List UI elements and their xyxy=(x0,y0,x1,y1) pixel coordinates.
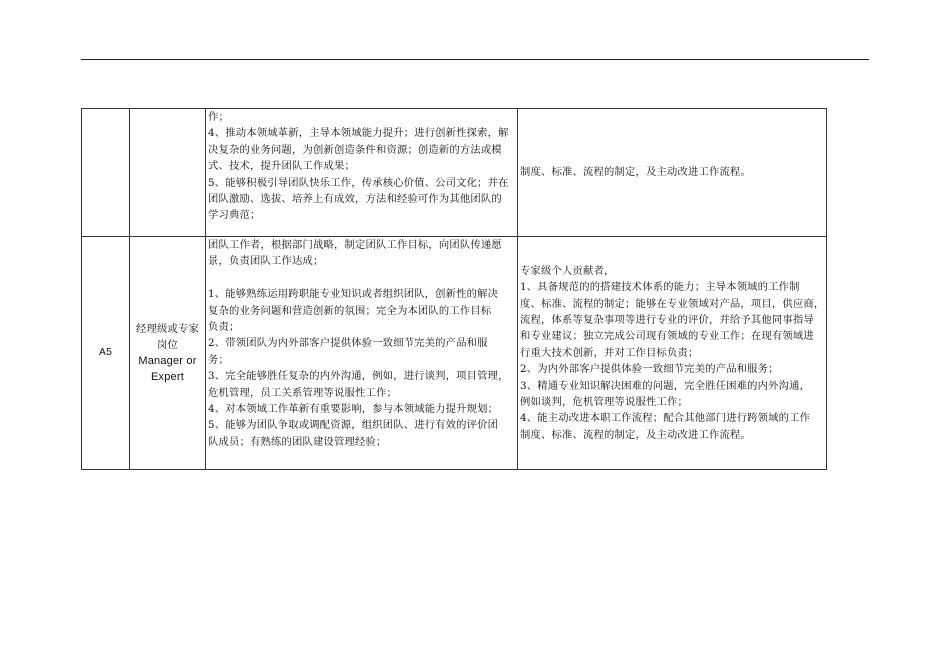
title-en-line: Expert xyxy=(151,371,184,384)
text-line: 流程，体系等复杂事项等进行专业的评价，并给予其他同事指导 xyxy=(520,313,814,326)
text-line: 例如谈判，危机管理等说服性工作； xyxy=(520,396,688,409)
text-line: 2、带领团队为内外部客户提供体验一致细节完美的产品和服 xyxy=(208,337,488,350)
title-en-line: Manager or xyxy=(138,355,197,368)
title-zh-line: 经理级或专家 xyxy=(136,322,199,335)
text-line: 3、完全能够胜任复杂的内外沟通，例如，进行谈判，项目管理， xyxy=(208,370,509,383)
table-row xyxy=(82,109,827,237)
text-line: 专家级个人贡献者， xyxy=(520,264,615,277)
individual-contributor-cell xyxy=(518,237,827,470)
text-line: 2、为内外部客户提供体验一致细节完美的产品和服务； xyxy=(520,363,779,376)
text-line: 和专业建议；独立完成公司现有领域的专业工作；在现有领域进 xyxy=(520,330,814,343)
text-line: 4、对本领域工作革新有重要影响，参与本领域能力提升规划； xyxy=(208,403,499,416)
text-line: 队成员；有熟练的团队建设管理经验； xyxy=(208,435,387,448)
text-line: 5、能够积极引导团队快乐工作，传承核心价值、公司文化；并在 xyxy=(208,176,509,189)
text-line: 决复杂的业务问题，为创新创造条件和资源；创造新的方法或模 xyxy=(208,143,502,156)
blank-line xyxy=(208,270,517,286)
text-line: 4、推动本领域革新，主导本领域能力提升；进行创新性探索，解 xyxy=(208,127,509,140)
title-zh-line: 岗位 xyxy=(157,339,178,351)
individual-contributor-cell xyxy=(518,109,827,237)
job-level-table xyxy=(81,108,827,470)
table-row xyxy=(82,237,827,470)
text-line: 5、能够为团队争取或调配资源，组织团队、进行有效的评价团 xyxy=(208,419,499,432)
text-line: 学习典范； xyxy=(208,209,261,222)
text-line: 团队激励、选拔、培养上有成效，方法和经验可作为其他团队的 xyxy=(208,193,502,206)
requirement-cell xyxy=(206,237,518,470)
text-line: 4、能主动改进本职工作流程；配合其他部门进行跨领域的工作 xyxy=(520,412,811,425)
text-line: 作； xyxy=(208,111,229,123)
text-line: 1、能够熟练运用跨职能专业知识或者组织团队，创新性的解决 xyxy=(208,288,499,301)
title-cell xyxy=(130,109,206,237)
text-line: 式、技术，提升团队工作成果； xyxy=(208,160,355,173)
title-cell xyxy=(130,237,206,470)
requirement-cell xyxy=(206,109,518,237)
text-line: 制度、标准、流程的制定，及主动改进工作流程。 xyxy=(520,428,751,441)
level-label: A5 xyxy=(99,346,112,358)
text-line: 危机管理，员工关系管理等说服性工作； xyxy=(208,386,397,399)
text-line: 务； xyxy=(208,353,229,366)
text-line: 景，负责团队工作达成； xyxy=(208,255,324,268)
text-line: 度、标准、流程的制定；能够在专业领域对产品，项目，供应商， xyxy=(520,297,825,310)
text-line: 行重大技术创新，并对工作目标负责； xyxy=(520,346,699,359)
text-line: 1、具备规范的的搭建技术体系的能力；主导本领域的工作制 xyxy=(520,281,800,294)
level-cell xyxy=(82,109,130,237)
text-line: 复杂的业务问题和营造创新的氛围；完全为本团队的工作目标 xyxy=(208,304,492,317)
text-line: 3、精通专业知识解决困难的问题，完全胜任困难的内外沟通， xyxy=(520,379,811,392)
text-line: 负责； xyxy=(208,321,240,334)
text-line: 团队工作者，根据部门战略，制定团队工作目标，向团队传递愿 xyxy=(208,239,502,251)
text-line: 制度、标准、流程的制定，及主动改进工作流程。 xyxy=(520,166,751,179)
header-rule xyxy=(81,59,869,60)
level-cell xyxy=(82,237,130,470)
